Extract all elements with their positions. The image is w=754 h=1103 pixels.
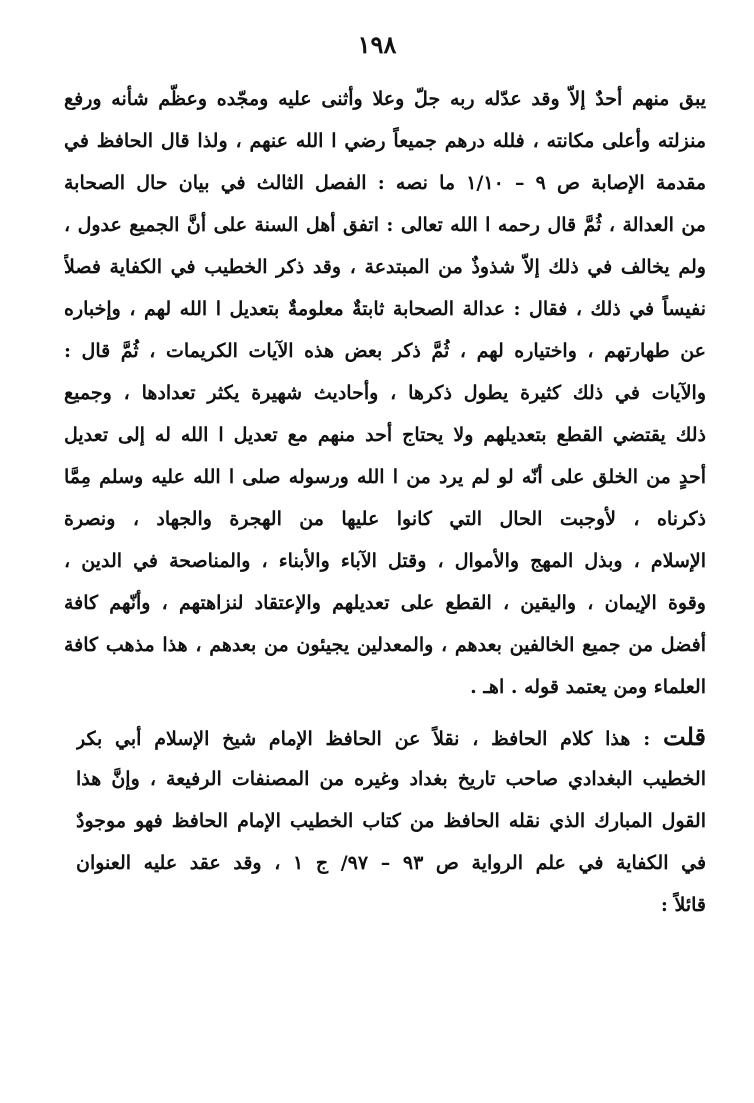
text-line: القول المبارك الذي نقله الحافظ من كتاب الخطيب الإمام الحافظ فهو موجودٌ: [76, 810, 706, 832]
text-line: منزلته وأعلى مكانته ، فلله درهم جميعاً رضي ا الله عنهم ، ولذا قال الحافظ في: [64, 130, 706, 152]
text-line: الخطيب البغدادي صاحب تاريخ بغداد وغيره من المصنفات الرفيعة ، وإنَّ هذا: [76, 768, 706, 790]
text-line: أفضل من جميع الخالفين بعدهم ، والمعدلين يجيئون من بعدهم ، هذا مذهب كافة: [64, 634, 706, 656]
text-line: ولم يخالف في ذلك إلاّ شذوذٌ من المبتدعة ، وقد ذكر الخطيب في الكفاية فصلاً: [64, 256, 706, 278]
text-line: عن طهارتهم ، واختياره لهم ، ثُمَّ ذكر بعض هذه الآيات الكريمات ، ثُمَّ قال :: [64, 340, 706, 362]
text-line: مقدمة الإصابة ص ٩ – ١/١٠ ما نصه : الفصل الثالث في بيان حال الصحابة: [64, 172, 706, 194]
page-number: ١٩٨: [357, 30, 397, 59]
text-line: الإسلام ، وبذل المهج والأموال ، وقتل الآباء والأبناء ، والمناصحة في الدين ،: [64, 550, 706, 572]
text-line: نفيساً في ذلك ، فقال : عدالة الصحابة ثابتةٌ معلومةٌ بتعديل ا الله لهم ، وإخباره: [64, 298, 706, 320]
text-line: ذلك يقتضي القطع بتعديلهم ولا يحتاج أحد منهم مع تعديل ا الله له إلى تعديل: [64, 424, 706, 446]
text-line: في الكفاية في علم الرواية ص ٩٣ – ٩٧/ ج ١ ، وقد عقد عليه العنوان: [76, 852, 706, 874]
text-line: أحدٍ من الخلق على أنّه لو لم يرد من ا الله ورسوله صلى ا الله عليه وسلم مِمَّا: [64, 466, 706, 488]
text-line: من العدالة ، ثُمَّ قال رحمه ا الله تعالى : اتفق أهل السنة على أنَّ الجميع عدول ،: [64, 214, 706, 236]
text-line: وقوة الإيمان ، واليقين ، القطع على تعديلهم والإعتقاد لنزاهتهم ، وأنّهم كافة: [64, 592, 706, 614]
text-line: ذكرناه ، لأوجبت الحال التي كانوا عليها من الهجرة والجهاد ، ونصرة: [64, 508, 706, 530]
paragraph-comment: [76, 716, 706, 926]
paragraph-quote: [64, 78, 706, 708]
text-line-last: قائلاً :: [660, 894, 706, 916]
text-line: يبق منهم أحدٌ إلاّ وقد عدّله ربه جلّ وعلا وأثنى عليه ومجّده وعظّم شأنه ورفع: [64, 88, 706, 110]
text-line-first: [76, 716, 706, 758]
text-line: والآيات في ذلك كثيرة يطول ذكرها ، وأحاديث شهيرة يكثر تعدادها ، وجميع: [64, 382, 706, 404]
text-line-last: العلماء ومن يعتمد قوله . اهـ .: [470, 676, 706, 698]
lead-word: قلت: [663, 722, 706, 751]
lead-line-rest: : هذا كلام الحافظ ، نقلاً عن الحافظ الإمام شيخ الإسلام أبي بكر: [76, 728, 664, 750]
